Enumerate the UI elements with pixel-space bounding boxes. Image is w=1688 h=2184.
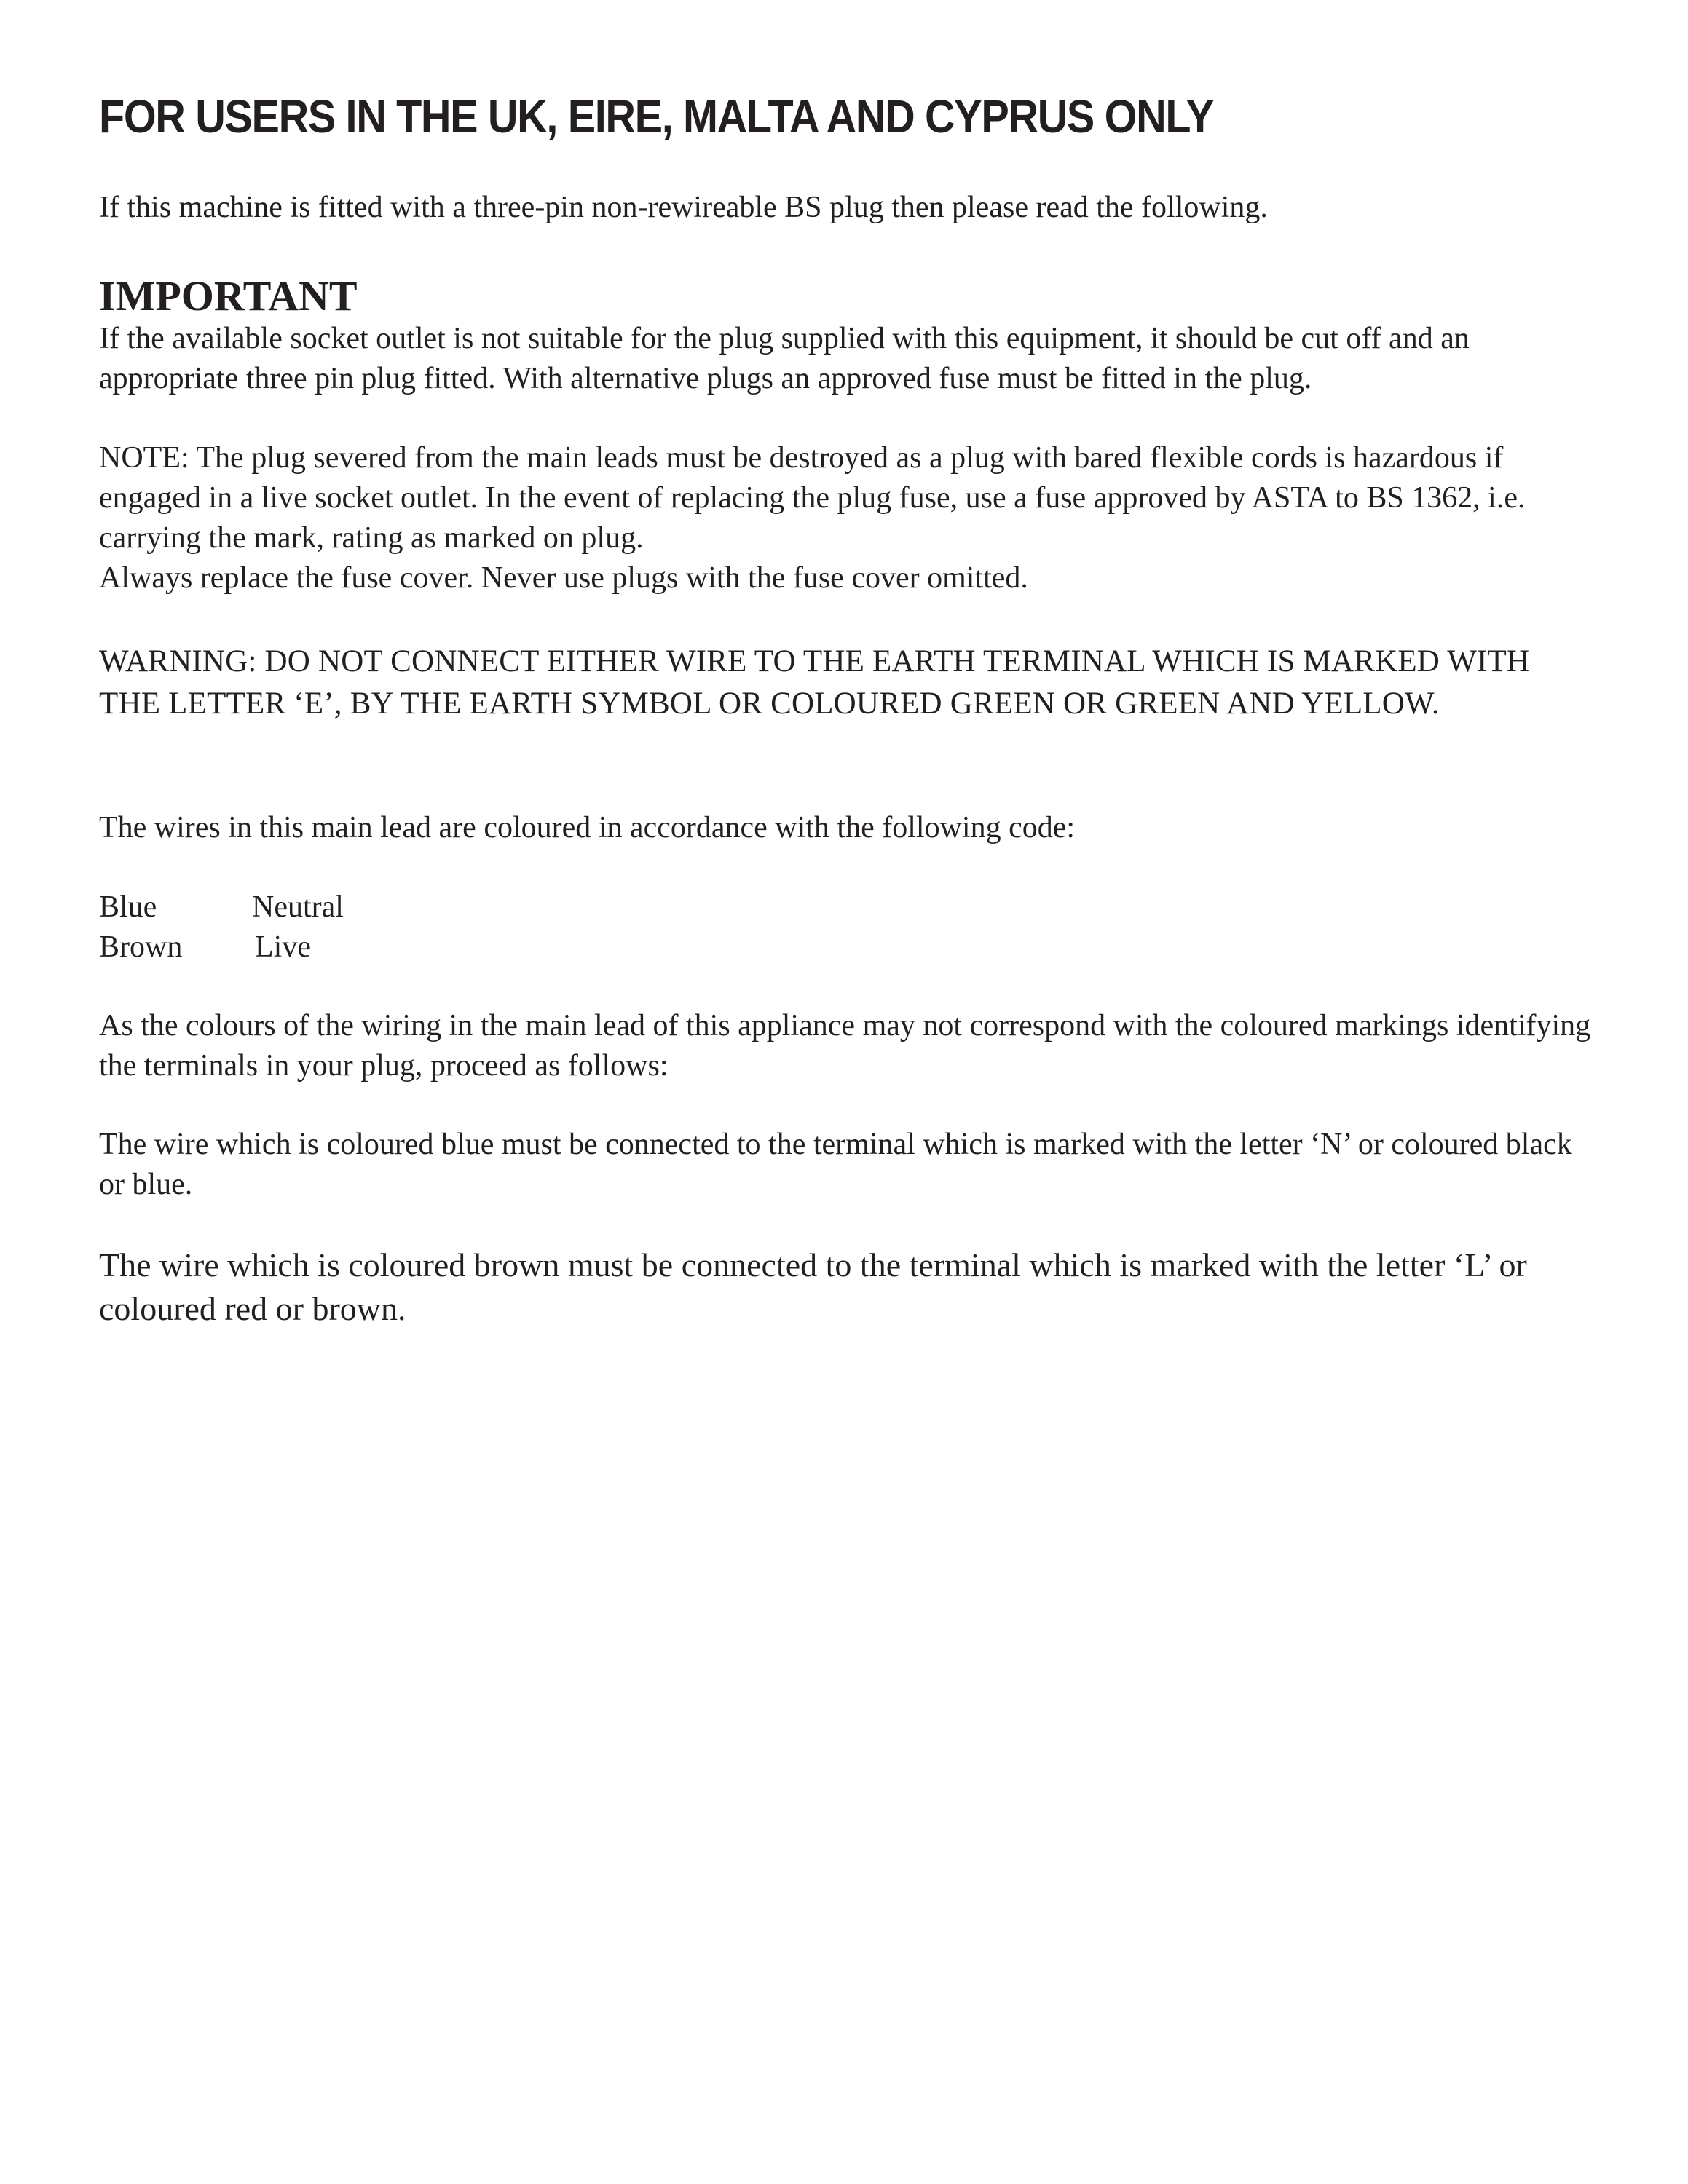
proceed-paragraph: As the colours of the wiring in the main lead of this appliance may not correspond with the coloured markings identifying the terminals in your plug, proceed as follows: xyxy=(99,1009,1591,1083)
note-paragraph xyxy=(99,438,1592,558)
wire-colour: Brown xyxy=(99,930,183,964)
blue-wire-paragraph: The wire which is coloured blue must be connected to the terminal which is marked with the letter ‘N’ or coloured black or blue. xyxy=(99,1128,1572,1201)
important-paragraph: If the available socket outlet is not suitable for the plug supplied with this equipment, it should be cut off and an appropriate three pin plug fitted. With alternative plugs an approved fuse must be fitted in the plug. xyxy=(99,322,1470,395)
page-title: FOR USERS IN THE UK, EIRE, MALTA AND CYPRUS ONLY xyxy=(99,90,1213,143)
wire-meaning: Live xyxy=(255,930,311,964)
wire-colour: Blue xyxy=(99,890,157,924)
brown-wire-paragraph: The wire which is coloured brown must be connected to the terminal which is marked with the letter ‘L’ or coloured red or brown. xyxy=(99,1246,1527,1327)
intro-paragraph: If this machine is fitted with a three-pin non-rewireable BS plug then please read the following. xyxy=(99,191,1268,224)
note-label: NOTE xyxy=(99,441,181,475)
wires-intro-paragraph: The wires in this main lead are coloured in accordance with the following code: xyxy=(99,811,1076,844)
fuse-cover-paragraph: Always replace the fuse cover. Never use plugs with the fuse cover omitted. xyxy=(99,561,1028,595)
warning-paragraph: WARNING: DO NOT CONNECT EITHER WIRE TO THE EARTH TERMINAL WHICH IS MARKED WITH THE LETTER ‘E’, BY THE EARTH SYMBOL OR COLOURED GREEN OR GREEN AND YELLOW. xyxy=(99,644,1530,721)
important-heading: IMPORTANT xyxy=(99,272,358,320)
note-text: : The plug severed from the main leads must be destroyed as a plug with bared flexible cords is hazardous if engaged in a live socket outlet. In the event of replacing the plug fuse, use a fuse approved by ASTA to BS 1362, i.e. carrying the mark, rating as marked on plug. xyxy=(99,441,1526,555)
wire-meaning: Neutral xyxy=(252,890,344,924)
